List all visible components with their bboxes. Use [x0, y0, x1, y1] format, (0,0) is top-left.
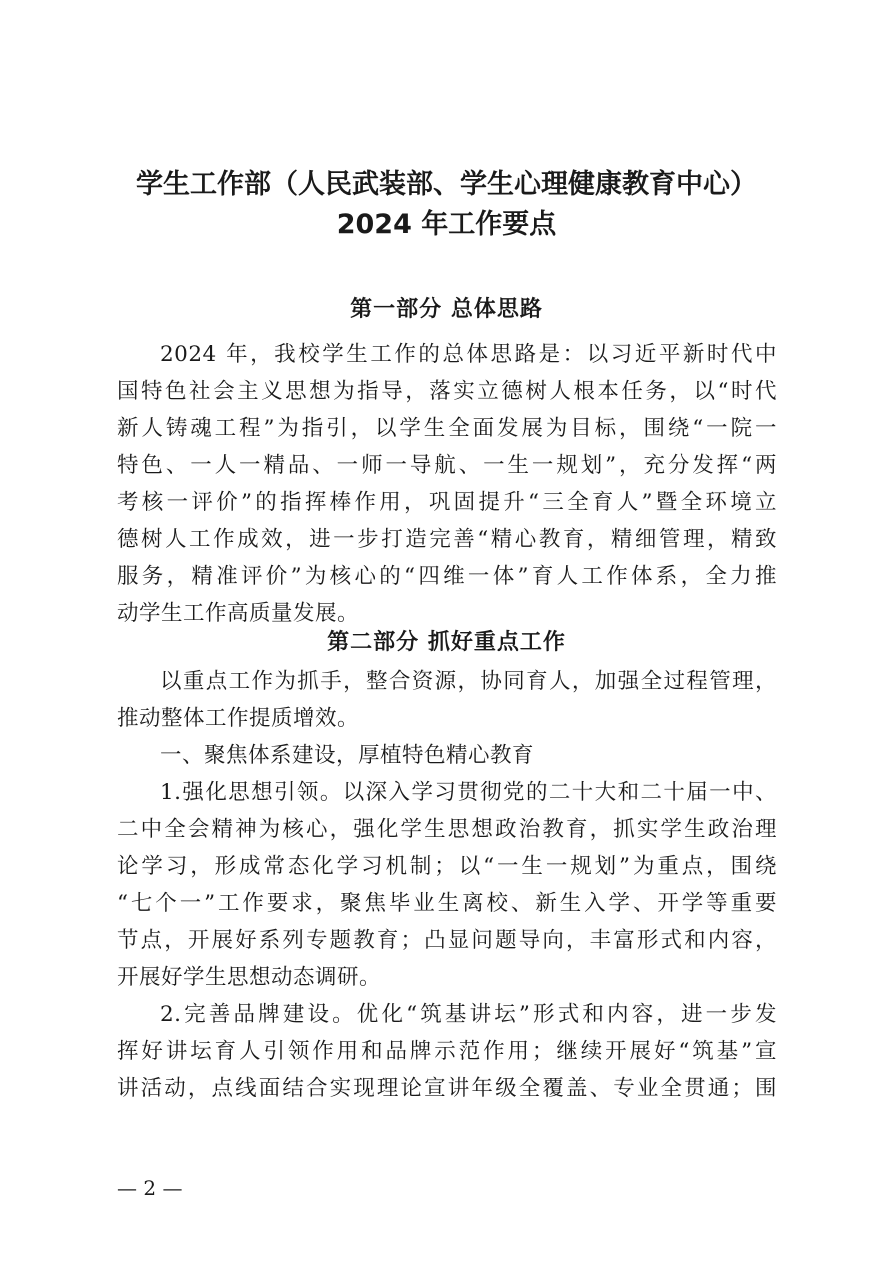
paragraph-line: 新人铸魂工程”为指引，以学生全面发展为目标，围绕“一院一: [117, 416, 777, 441]
paragraph-line: 2024 年，我校学生工作的总体思路是：以习近平新时代中: [160, 342, 777, 367]
paragraph-line: 特色、一人一精品、一师一导航、一生一规划”，充分发挥“两: [117, 453, 777, 478]
paragraph-line: 以重点工作为抓手，整合资源，协同育人，加强全过程管理，: [160, 669, 777, 694]
document-title-line-1: 学生工作部（人民武装部、学生心理健康教育中心）: [136, 169, 757, 200]
paragraph-line: 动学生工作高质量发展。: [117, 601, 360, 626]
paragraph-line: 开展好学生思想动态调研。: [117, 965, 382, 990]
paragraph-line: 2.完善品牌建设。优化“筑基讲坛”形式和内容，进一步发: [160, 1002, 777, 1027]
subsection-heading: 一、聚焦体系建设，厚植特色精心教育: [160, 743, 535, 768]
part2-heading: 第二部分 抓好重点工作: [327, 630, 566, 655]
paragraph-line: 二中全会精神为核心，强化学生思想政治教育，抓实学生政治理: [117, 817, 777, 842]
document-title-line-2: 2024 年工作要点: [336, 209, 557, 240]
paragraph-line: 推动整体工作提质增效。: [117, 706, 360, 731]
paragraph-line: 节点，开展好系列专题教育；凸显问题导向，丰富形式和内容，: [117, 928, 777, 953]
paragraph-line: “七个一”工作要求，聚焦毕业生离校、新生入学、开学等重要: [117, 891, 777, 916]
paragraph-line: 考核一评价”的指挥棒作用，巩固提升“三全育人”暨全环境立: [117, 490, 777, 515]
paragraph-line: 论学习，形成常态化学习机制；以“一生一规划”为重点，围绕: [117, 854, 777, 879]
paragraph-line: 国特色社会主义思想为指导，落实立德树人根本任务，以“时代: [117, 379, 777, 404]
paragraph-line: 1.强化思想引领。以深入学习贯彻党的二十大和二十届一中、: [160, 780, 777, 805]
paragraph-line: 服务，精准评价”为核心的“四维一体”育人工作体系，全力推: [117, 564, 777, 589]
paragraph-line: 挥好讲坛育人引领作用和品牌示范作用；继续开展好“筑基”宣: [117, 1039, 777, 1064]
page-number: — 2 —: [117, 1176, 183, 1200]
paragraph-line: 讲活动，点线面结合实现理论宣讲年级全覆盖、专业全贯通；围: [117, 1076, 777, 1101]
part1-heading: 第一部分 总体思路: [350, 297, 543, 322]
paragraph-line: 德树人工作成效，进一步打造完善“精心教育，精细管理，精致: [117, 527, 777, 552]
